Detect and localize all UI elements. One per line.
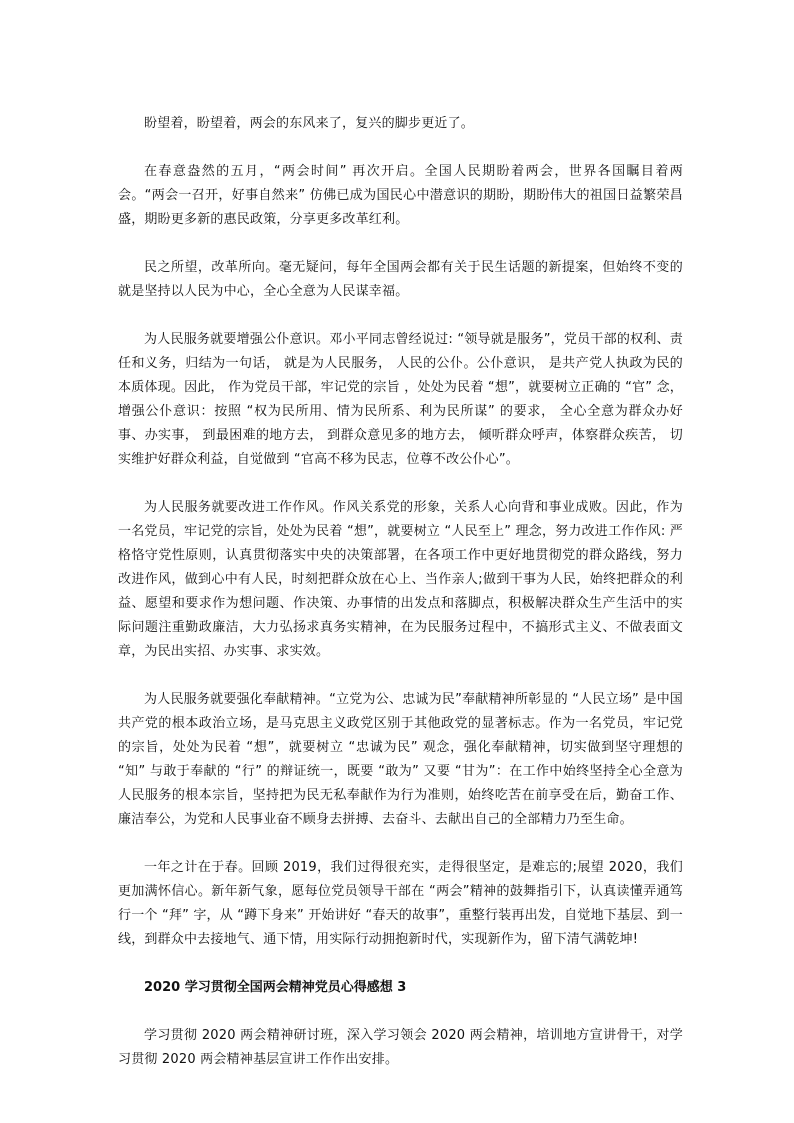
document-page xyxy=(118,112,683,1072)
paragraph-gap xyxy=(118,1000,683,1024)
paragraph-1: 盼望着，盼望着，两会的东风来了，复兴的脚步更近了。 xyxy=(144,116,475,131)
paragraph-3: 民之所望，改革所向。毫无疑问，每年全国两会都有关于民生话题的新提案，但始终不变的就是坚持以人民为中心，全心全意为人民谋幸福。 xyxy=(118,260,683,299)
paragraph-gap xyxy=(118,304,683,328)
paragraph-gap xyxy=(118,232,683,256)
paragraph-6: 为人民服务就要强化奉献精神。“立党为公、忠诚为民”奉献精神所彰显的 “人民立场” 是中国共产党的根本政治立场，是马克思主义政党区别于其他政党的显著标志。作为一名党员，牢记党的宗旨，处处为民着 “想”，就要树立 “忠诚为民” 观念，强化奉献精神，切实做到坚守理想的 “知” 与敢于奉献的 “行” 的辩证统一，既要 “敢为” 又要 “甘为”：在工作中始终坚持全心全意为人民服务的根本宗旨，坚持把为民无私奉献作为行为准则，始终吃苦在前享受在后，勤奋工作、廉洁奉公，为党和人民事业奋不顾身去拼搏、去奋斗、去献出自己的全部精力乃至生命。 xyxy=(118,692,683,827)
paragraph-gap xyxy=(118,832,683,856)
paragraph-gap xyxy=(118,136,683,160)
paragraph-gap xyxy=(118,472,683,496)
paragraph-gap xyxy=(118,952,683,976)
section-heading: 2020 学习贯彻全国两会精神党员心得感想 3 xyxy=(144,980,407,995)
closing-paragraph: 学习贯彻 2020 两会精神研讨班，深入学习领会 2020 两会精神，培训地方宣讲骨干，对学习贯彻 2020 两会精神基层宣讲工作作出安排。 xyxy=(118,1028,683,1067)
paragraph-7: 一年之计在于春。回顾 2019，我们过得很充实，走得很坚定，是难忘的;展望 2020，我们更加满怀信心。新年新气象，愿每位党员领导干部在 “两会”精神的鼓舞指引下，认真读懂弄通笃行一个 “拜” 字，从 “蹲下身来” 开始讲好 “春天的故事”，重整行装再出发，自觉地下基层、到一线，到群众中去接地气、通下情，用实际行动拥抱新时代，实现新作为，留下清气满乾坤! xyxy=(118,860,683,947)
paragraph-5: 为人民服务就要改进工作作风。作风关系党的形象，关系人心向背和事业成败。因此，作为一名党员，牢记党的宗旨，处处为民着 “想”，就要树立 “人民至上” 理念，努力改进工作作风: 严格恪守党性原则，认真贯彻落实中央的决策部署，在各项工作中更好地贯彻党的群众路线，努力改进作风，做到心中有人民，时刻把群众放在心上、当作亲人;做到干事为人民，始终把群众的利益、愿望和要求作为想问题、作决策、办事情的出发点和落脚点，积极解决群众生产生活中的实际问题注重勤政廉洁，大力弘扬求真务实精神，在为民服务过程中，不搞形式主义、不做表面文章，为民出实招、办实事、求实效。 xyxy=(118,500,683,659)
paragraph-2: 在春意盎然的五月，“两会时间” 再次开启。全国人民期盼着两会，世界各国瞩目着两会。“两会一召开，好事自然来” 仿佛已成为国民心中潜意识的期盼，期盼伟大的祖国日益繁荣昌盛，期盼更多新的惠民政策，分享更多改革红利。 xyxy=(118,164,683,227)
paragraph-4: 为人民服务就要增强公仆意识。邓小平同志曾经说过: “领导就是服务”，党员干部的权利、责任和义务，归结为一句话， 就是为人民服务， 人民的公仆。公仆意识， 是共产党人执政为民的本质体现。因此， 作为党员干部，牢记党的宗旨 ，处处为民着 “想”，就要树立正确的 “官” 念，增强公仆意识：按照 “权为民所用、情为民所系、利为民所谋” 的要求， 全心全意为群众办好事、办实事， 到最困难的地方去， 到群众意见多的地方去， 倾听群众呼声，体察群众疾苦， 切实维护好群众利益，自觉做到 “官高不移为民志，位尊不改公仆心”。 xyxy=(118,332,683,467)
paragraph-gap xyxy=(118,664,683,688)
